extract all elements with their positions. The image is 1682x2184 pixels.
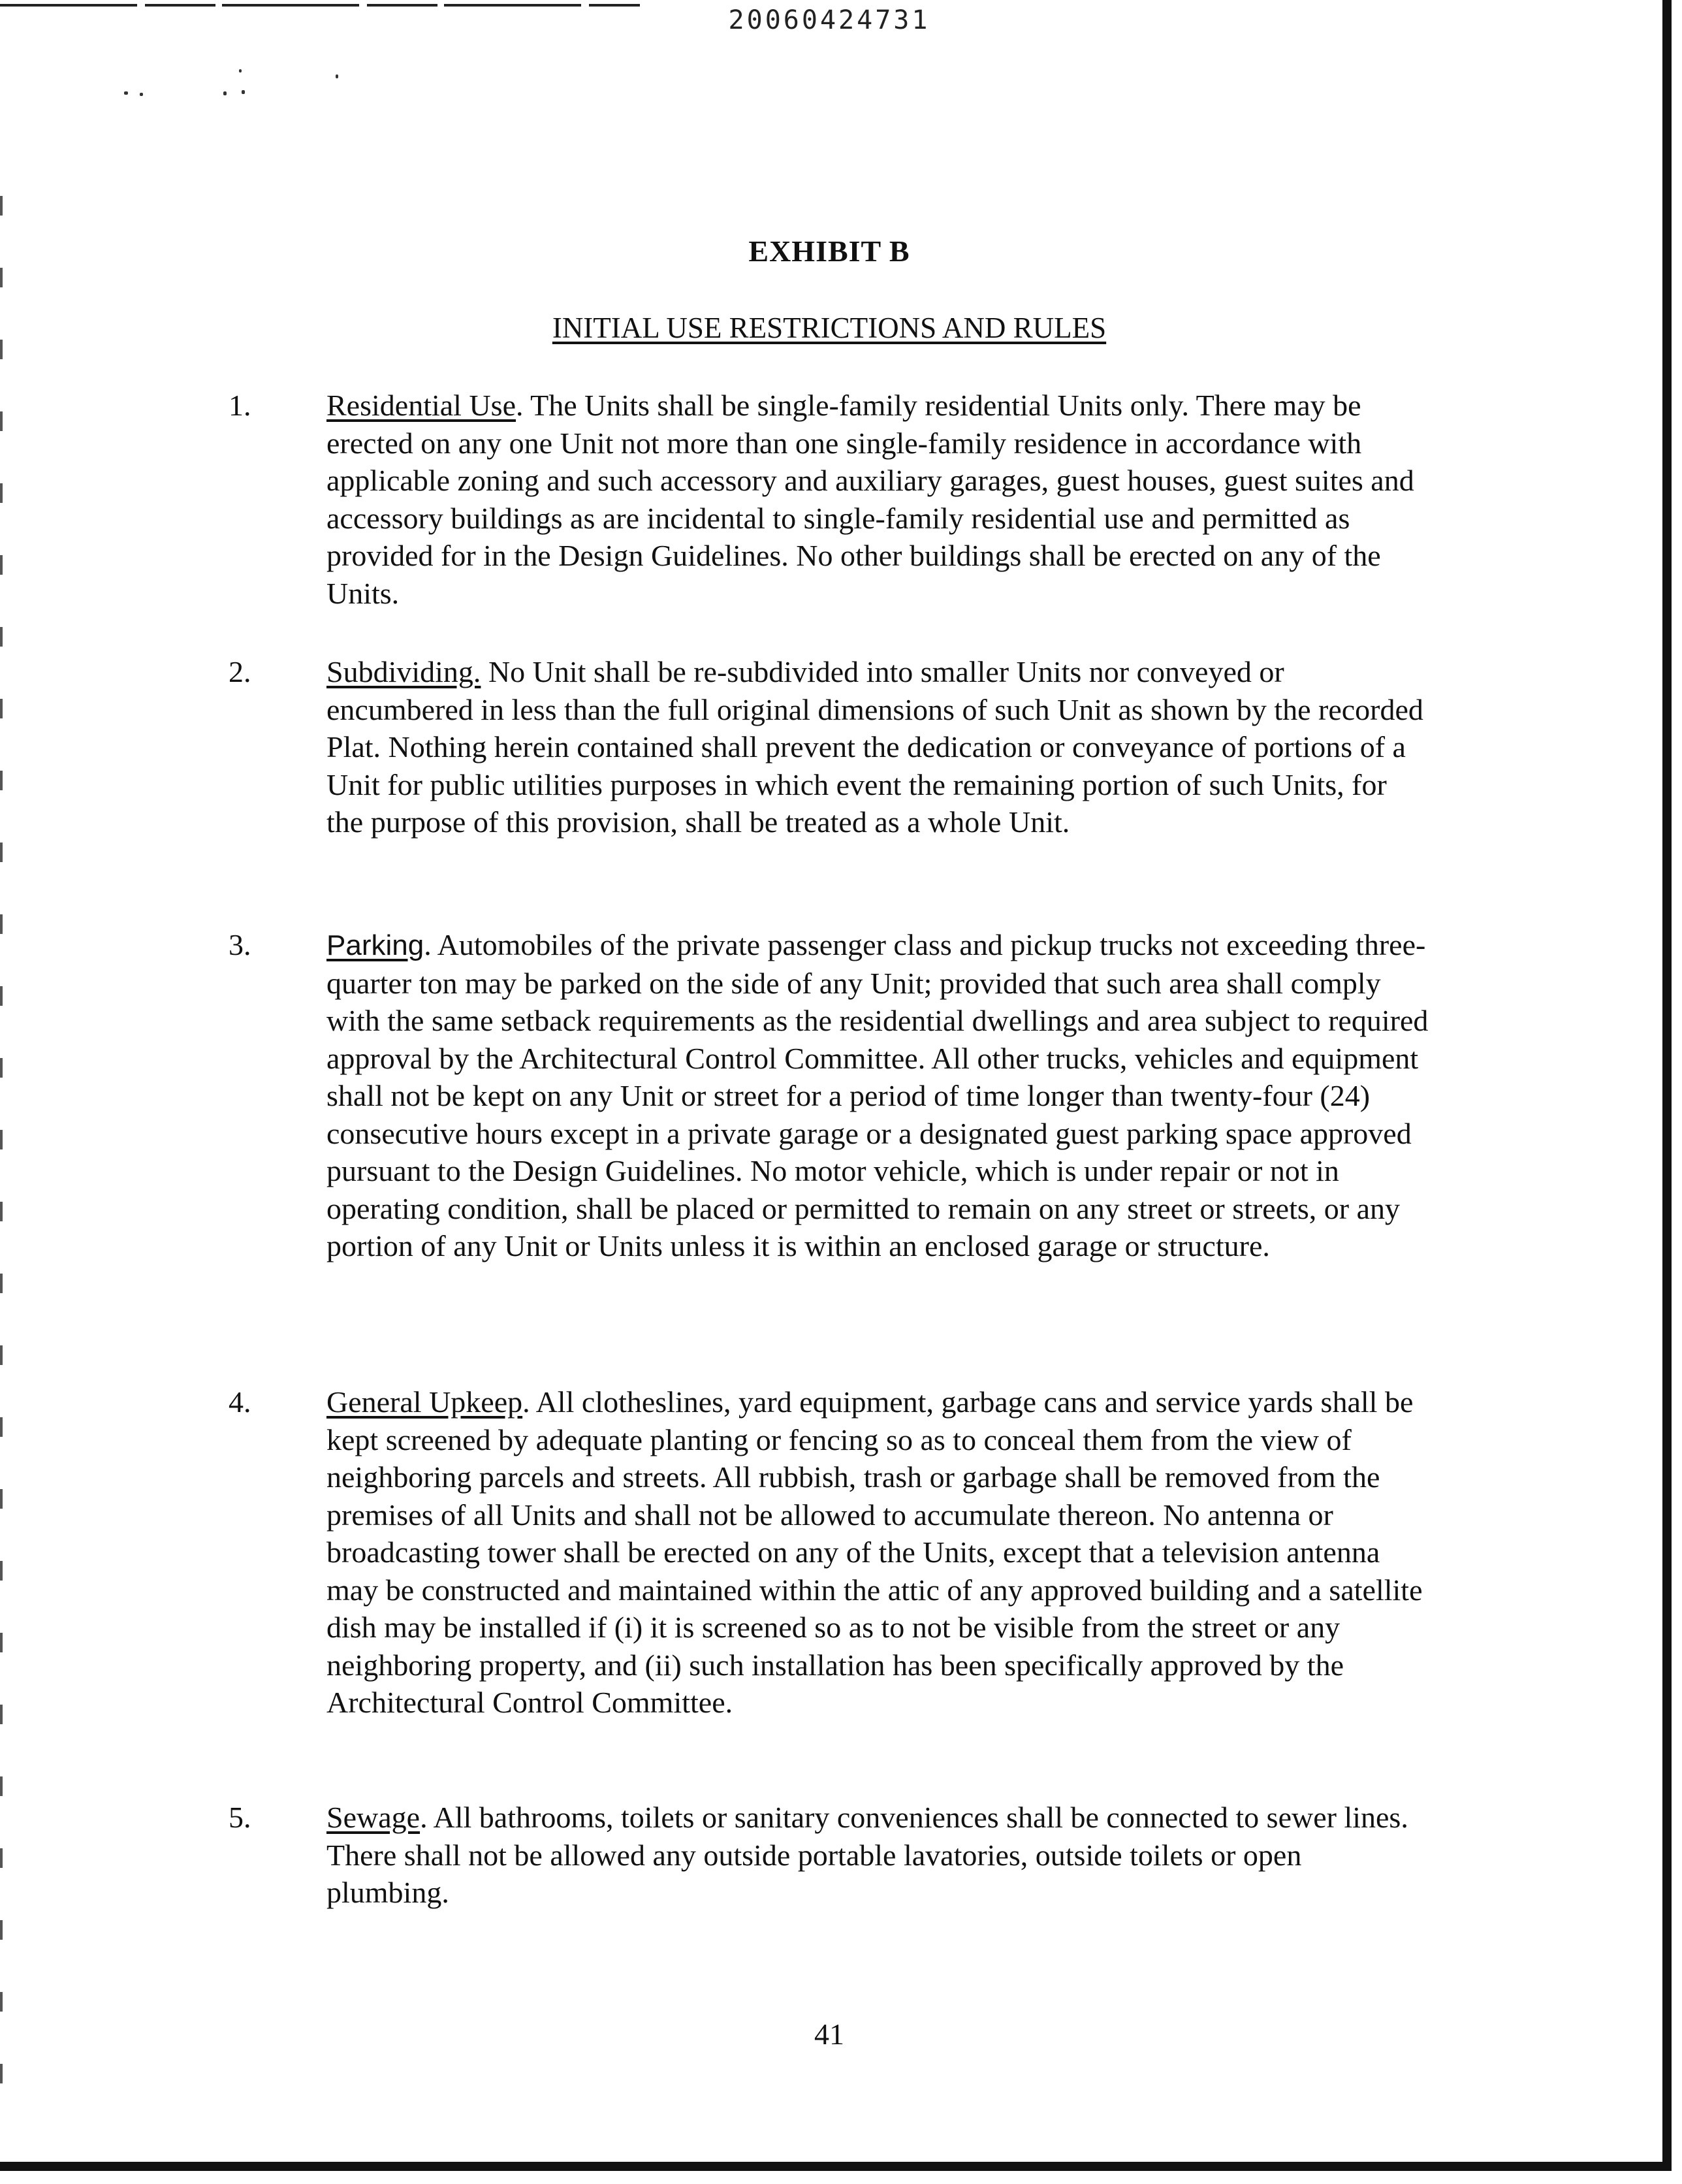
- rule-heading: Sewage: [326, 1801, 420, 1834]
- scan-speck: [124, 91, 128, 95]
- rule-number: 1.: [229, 389, 251, 422]
- scan-bottom-border: [0, 2162, 1672, 2171]
- rule-heading-punctuation: .: [420, 1801, 428, 1834]
- rule-number: 5.: [229, 1801, 251, 1834]
- rule-number: 4.: [229, 1385, 251, 1419]
- rule-heading-punctuation: .: [516, 389, 524, 422]
- rule-number: 2.: [229, 655, 251, 688]
- rule-text: [326, 653, 1430, 841]
- rule-heading-punctuation: .: [424, 928, 432, 961]
- rule-text: [326, 1383, 1430, 1722]
- scan-right-border: [1662, 0, 1672, 2170]
- scan-speck: [242, 90, 245, 94]
- rule-item-general-upkeep: [229, 1383, 1430, 1722]
- rule-heading: Residential Use: [326, 389, 516, 422]
- rule-item-sewage: [229, 1799, 1430, 1912]
- rule-body: The Units shall be single-family residential Units only. There may be erected on any one Unit not more than one single-family residence in accordance with applicable zoning and such accessory and auxiliary garages, guest houses, guest suites and accessory buildings as are incidental to single-family residential use and permitted as provided for in the Design Guidelines. No other buildings shall be erected on any of the Units.: [326, 389, 1414, 610]
- rule-text: [326, 926, 1430, 1265]
- rule-item-subdividing: [229, 653, 1430, 841]
- rule-body: Automobiles of the private passenger class and pickup trucks not exceeding three-quarter ton may be parked on the side of any Unit; provided that such area shall comply with the same setback requirements as the residential dwellings and area subject to required approval by the Architectural Control Committee. All other trucks, vehicles and equipment shall not be kept on any Unit or street for a period of time longer than twenty-four (24) consecutive hours except in a private garage or a designated guest parking space approved pursuant to the Design Guidelines. No motor vehicle, which is under repair or not in operating condition, shall be placed or permitted to remain on any street or streets, or any portion of any Unit or Units unless it is within an enclosed garage or structure.: [326, 928, 1429, 1262]
- exhibit-title: EXHIBIT B: [748, 234, 910, 268]
- document-number: 20060424731: [728, 5, 930, 35]
- rule-number: 3.: [229, 928, 251, 961]
- rule-heading-punctuation: .: [522, 1385, 530, 1419]
- scan-speck: [239, 69, 242, 72]
- scan-speck: [336, 74, 338, 78]
- scan-speck: [223, 91, 227, 95]
- rule-heading: General Upkeep: [326, 1385, 523, 1419]
- scan-speck: [140, 93, 143, 96]
- rule-heading: Parking: [326, 929, 424, 961]
- rule-heading: Subdividing.: [326, 655, 481, 688]
- rule-text: [326, 1799, 1430, 1912]
- rule-text: [326, 387, 1430, 612]
- section-subtitle: INITIAL USE RESTRICTIONS AND RULES: [552, 312, 1107, 344]
- rule-item-residential-use: [229, 387, 1430, 612]
- scan-left-edge-marks: [0, 196, 3, 2090]
- page-number: 41: [814, 2017, 844, 2051]
- rule-body: No Unit shall be re-subdivided into smaller Units nor conveyed or encumbered in less than the full original dimensions of such Unit as shown by the recorded Plat. Nothing herein contained shall prevent the dedication or conveyance of portions of a Unit for public utilities purposes in which event the remaining portion of such Units, for the purpose of this provision, shall be treated as a whole Unit.: [326, 655, 1423, 839]
- rule-body: All clotheslines, yard equipment, garbage cans and service yards shall be kept screened by adequate planting or fencing so as to conceal them from the view of neighboring parcels and streets. All rubbish, trash or garbage shall be removed from the premises of all Units and shall not be allowed to accumulate thereon. No antenna or broadcasting tower shall be erected on any of the Units, except that a television antenna may be constructed and maintained within the attic of any approved building and a satellite dish may be installed if (i) it is screened so as to not be visible from the street or any neighboring property, and (ii) such installation has been specifically approved by the Architectural Control Committee.: [326, 1385, 1423, 1719]
- rule-body: All bathrooms, toilets or sanitary conveniences shall be connected to sewer lines. There shall not be allowed any outside portable lavatories, outside toilets or open plumbing.: [326, 1801, 1408, 1909]
- rule-item-parking: [229, 926, 1430, 1265]
